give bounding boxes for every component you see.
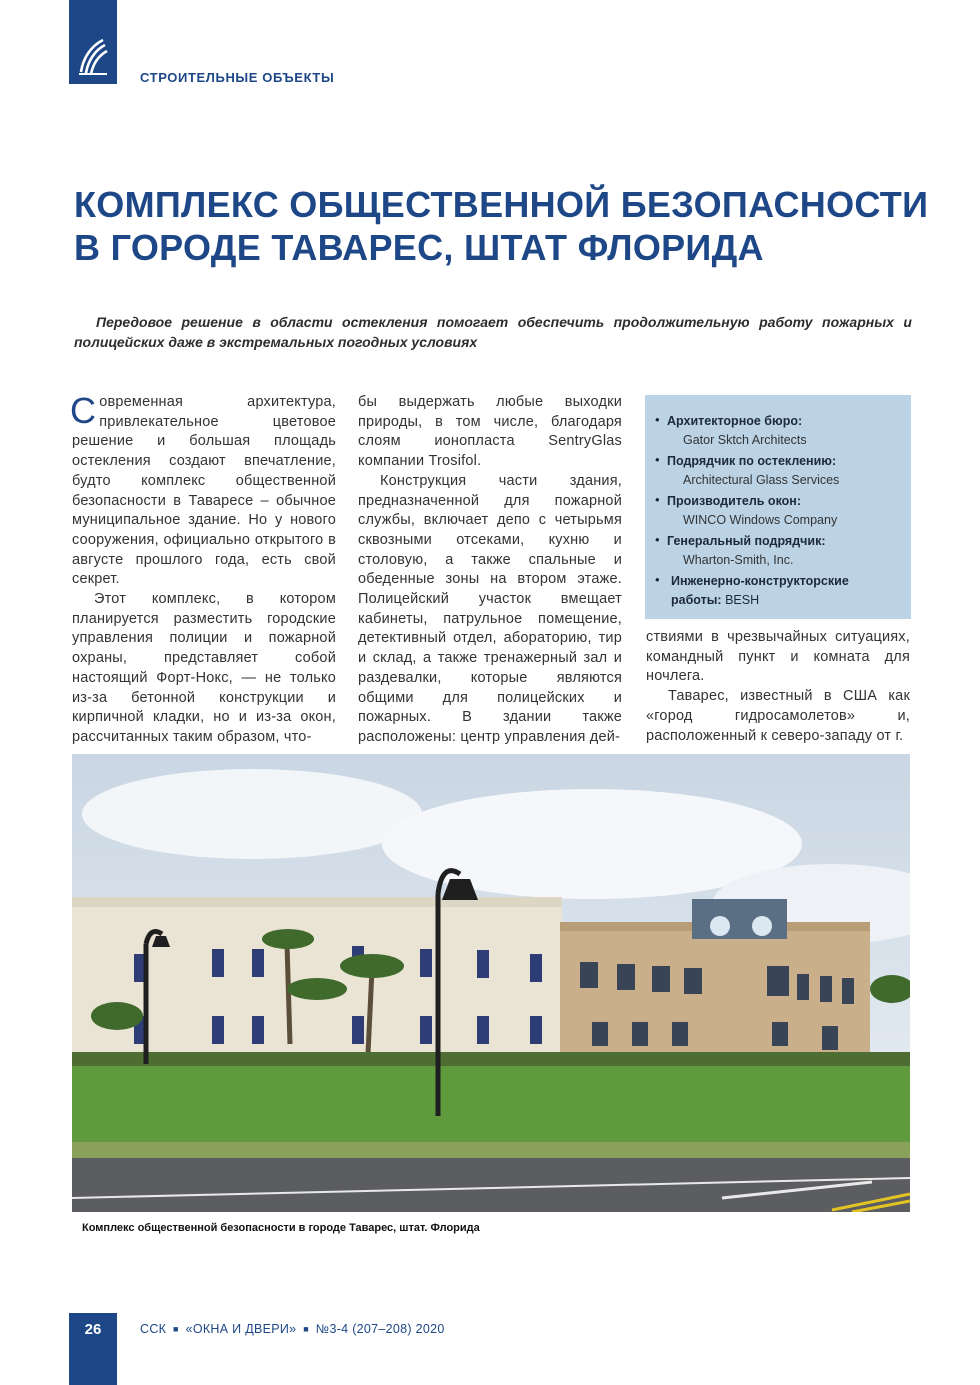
credit-item — [655, 532, 901, 570]
page-number: 26 — [84, 1321, 102, 1338]
footer-publisher: ССК — [140, 1322, 167, 1336]
section-label: СТРОИТЕЛЬНЫЕ ОБЪЕКТЫ — [140, 70, 335, 85]
credit-role: • Подрядчик по остеклению: — [667, 454, 837, 468]
magazine-logo-icon — [77, 36, 109, 76]
text-column-1 — [70, 390, 336, 748]
paragraph-intro-text: овременная архитектура, привлекательное цветовое решение и большая площадь остекления создают впечатление, будто комплекс общественной безопасности в Таваресе – обычное муниципальное здание. Но у нового сооружения, официально открытого в августе прошлого года, есть свой секрет. — [72, 394, 336, 588]
article-title — [74, 183, 954, 269]
credit-value: Wharton-Smith, Inc. — [683, 553, 794, 567]
credit-role: • Архитекторное бюро: — [667, 414, 803, 428]
text-column-3 — [646, 628, 910, 746]
footer-magazine: «ОКНА И ДВЕРИ» — [185, 1322, 297, 1336]
credits-list — [655, 412, 901, 610]
paragraph: ствиями в чрезвычайных ситуациях, командный пункт и комната для ночлега. — [646, 629, 910, 685]
credit-role: • Производитель окон: — [667, 494, 802, 508]
project-credits-box — [645, 395, 911, 619]
dropcap: С — [70, 390, 97, 431]
credit-role: • Инженерно-конструкторские работы: BESH — [671, 574, 849, 607]
credit-item — [655, 452, 901, 490]
credit-value: WINCO Windows Company — [683, 513, 838, 527]
credit-item — [655, 492, 901, 530]
paragraph: бы выдержать любые выходки природы, в том числе, благодаря слоям ионопласта SentryGlas компании Trosifol. — [358, 394, 622, 470]
paragraph: Таварес, известный в США как «город гидросамолетов» и, расположенный к северо-западу от г. — [646, 688, 910, 744]
article-title-line-2: В ГОРОДЕ ТАВАРЕС, ШТАТ ФЛОРИДА — [74, 227, 764, 268]
paragraph-intro — [70, 390, 336, 590]
paragraph: Конструкция части здания, предназначенной для пожарной службы, включает депо с четырьмя сквозными отсеками, кухню и столовую, а также спальные и обеденные зоны на втором этаже. Полицейский участок вмещает кабинеты, патрульное помещение, детективный отдел, абораторию, тир и склад, а также тренажерный зал и раздевалки, которые являются общими для полицейских и пожарных. В здании также расположены: центр управления дей- — [358, 472, 622, 745]
credit-item — [655, 572, 901, 610]
logo-bar — [69, 0, 117, 84]
footer-separator: ■ — [173, 1324, 179, 1334]
credit-role: • Генеральный подрядчик: — [667, 534, 826, 548]
credit-value: BESH — [721, 593, 760, 607]
footer-separator: ■ — [303, 1324, 309, 1334]
building-photo-illustration — [72, 754, 910, 1212]
credit-item — [655, 412, 901, 450]
text-column-2 — [358, 393, 622, 748]
credit-value: Architectural Glass Services — [683, 473, 840, 487]
paragraph: Этот комплекс, в котором планируется разместить городские управления полиции и пожарной охраны, представляет собой настоящий Форт-Нокс, — не только из-за бетонной конструкции и кирпичной кладки, но и из-за окон, рассчитанных таким образом, что- — [72, 591, 336, 745]
page-number-tab — [69, 1313, 117, 1385]
footer-issue: №3-4 (207–208) 2020 — [315, 1322, 445, 1336]
article-lead: Передовое решение в области остекления помогает обеспечить продолжительную работу пожарных и полицейских даже в экстремальных погодных условиях — [74, 314, 912, 350]
photo-caption: Комплекс общественной безопасности в городе Таварес, штат. Флорида — [82, 1222, 480, 1234]
credit-value: Gator Sktch Architects — [683, 433, 807, 447]
footer-publication — [140, 1322, 445, 1336]
building-photo — [72, 754, 910, 1212]
article-title-line-1: КОМПЛЕКС ОБЩЕСТВЕННОЙ БЕЗОПАСНОСТИ — [74, 184, 929, 225]
